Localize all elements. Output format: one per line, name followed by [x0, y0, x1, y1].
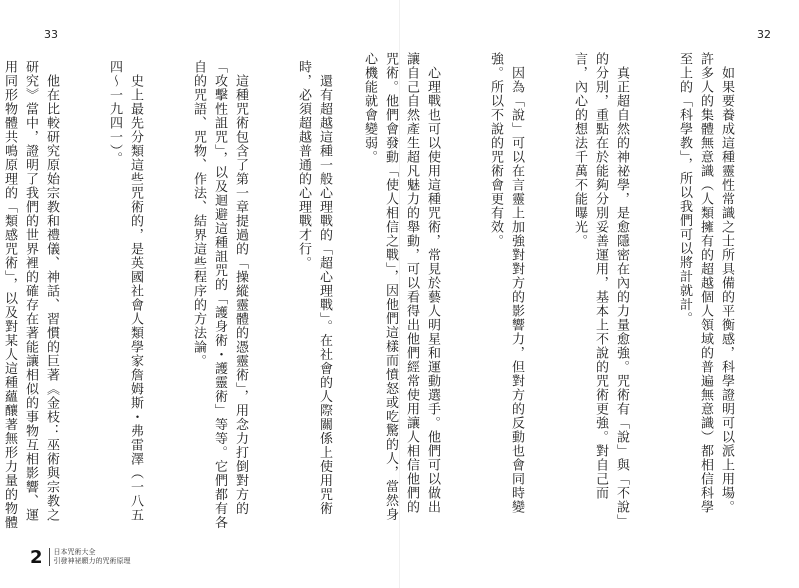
right-page-body: [362, 52, 779, 522]
paragraph: 還有超越這種一般心理戰的「超心理戰」。在社會的人際關係上使用咒術時，必須超越普通的心理戰才行。: [296, 60, 332, 516]
paragraph: 他在比較研究原始宗教和禮儀、神話、習慣的巨著《金枝：巫術與宗教之研究》當中，證明了我們的世界裡的確存在著能讓相似的事物互相影響、運用同形物體共鳴原理的「類感咒術」，以及對某人這種蘊釀著無形力量的物體: [2, 60, 59, 530]
page-footer: [30, 546, 131, 568]
left-page-number: 33: [44, 28, 58, 41]
paragraph: 因為「說」可以在言靈上加強對對方的影響力，但對方的反動也會同時變強。所以不說的咒術會更有效。: [488, 52, 524, 514]
paragraph: 史上最先分類這些咒術的，是英國社會人類學家詹姆斯・弗雷澤（一八五四〜一九四一）。: [107, 60, 143, 522]
right-page-number: 32: [757, 28, 771, 41]
paragraph: 這種咒術包含了第一章提過的「操縱靈體的憑靈術」，用念力打倒對方的「攻擊性詛咒」，以及迴避這種詛咒的「護身術・護靈術」等等。它們都有各自的咒語、咒物、作法、結界這些程序的方法論。: [191, 60, 248, 530]
right-page: [362, 0, 799, 588]
footer-subtitle-line: 引發神祕願力的咒術原理: [53, 557, 131, 565]
paragraph: 如果要養成這種靈性常識之士所具備的平衡感，科學證明可以派上用場。許多人的集體無意識（人類擁有的超越個人領域的普遍無意識）都相信科學至上的「科學教」，所以我們可以將計就計。: [677, 52, 734, 514]
footer-page-number: 2: [30, 546, 43, 568]
paragraph: 真正超自然的神祕學，是愈隱密在內的力量愈強。咒術有「說」與「不說」的分別，重點在於能夠分別妥善運用，基本上不說的咒術更強。對自己而言，內心的想法千萬不能曝光。: [572, 52, 629, 522]
paragraph: 心理戰也可以使用這種咒術，常見於藝人明星和運動選手。他們可以做出讓自己自然產生超凡魅力的舉動，可以看得出他們經常使用讓人相信他們的咒術。他們會發動「使人相信之戰」，因他們這樣而憤怒或吃驚的人，當然身心機能就會變弱。: [362, 52, 440, 522]
footer-title-line: 日本咒術大全: [53, 548, 96, 556]
footer-book-title: [49, 548, 131, 566]
